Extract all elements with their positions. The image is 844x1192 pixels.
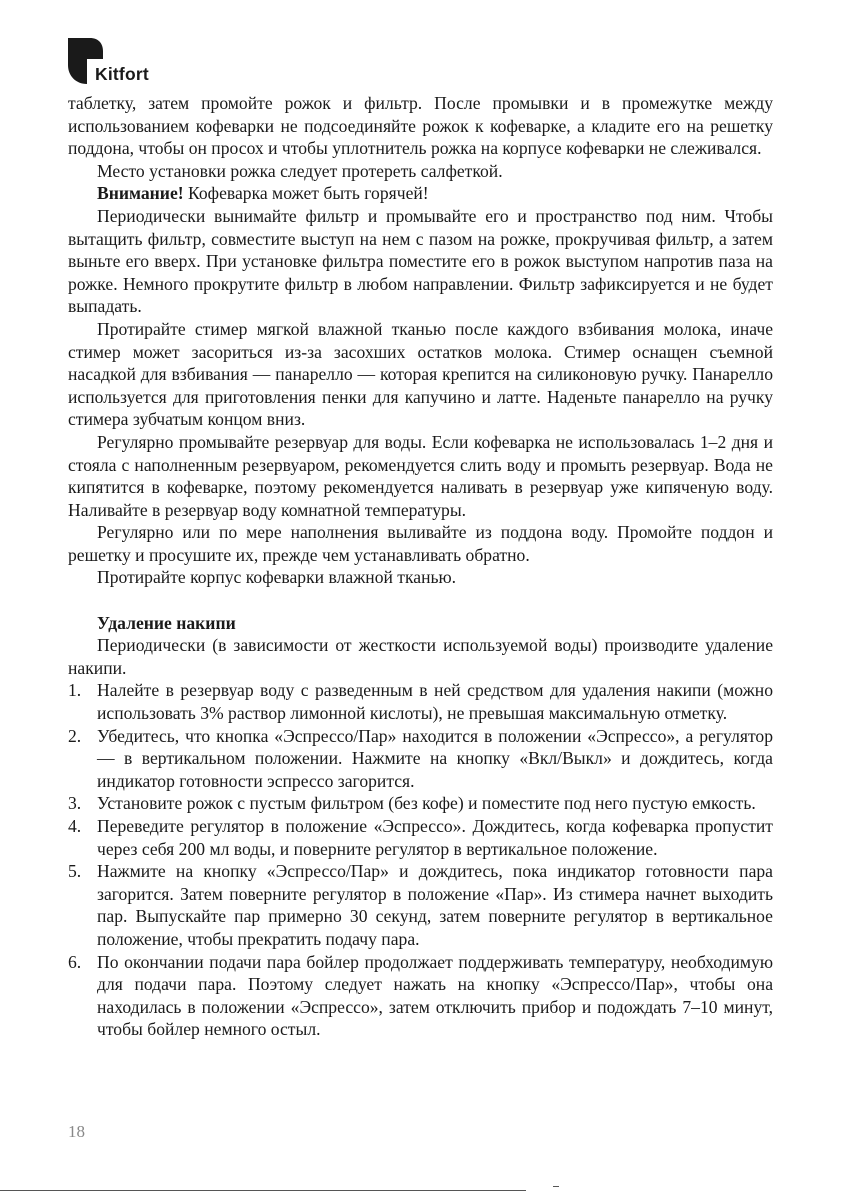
paragraph: таблетку, затем промойте рожок и фильтр. После промывки и в промежутке между использованием кофеварки не подсоединяйте рожок к кофеварке, а кладите его на решетку поддона, чтобы он просох и чтобы уплотнитель рожка на корпусе кофеварки не слеживался. [68,93,773,159]
step-number: 2. [68,725,82,746]
descaling-steps-list [68,679,773,1041]
list-item [68,815,773,860]
step-text: Налейте в резервуар воду с разведенным в ней средством для удаления накипи (можно использовать 3% раствор лимонной кислоты), не превышая максимальную отметку. [97,680,773,724]
paragraph: Периодически вынимайте фильтр и промывайте его и пространство под ним. Чтобы вытащить фильтр, совместите выступ на нем с пазом на рожке, прокручивая фильтр, а затем выньте его вверх. При установке фильтра поместите его в рожок выступом напротив паза на рожке. Немного прокрутите фильтр в любом направлении. Фильтр зафиксируется и не будет выпадать. [68,205,773,317]
crop-mark [553,1186,559,1192]
section-title: Удаление накипи [97,612,236,633]
list-item [68,792,773,815]
paragraph: Место установки рожка следует протереть салфеткой. [97,160,503,181]
list-item [68,679,773,724]
paragraph: Протирайте стимер мягкой влажной тканью после каждого взбивания молока, иначе стимер может засориться из-за засохших остатков молока. Стимер оснащен съемной насадкой для взбивания — панарелло — которая крепится на силиконовую ручку. Панарелло используется для приготовления пенки для капучино и латте. Наденьте панарелло на ручку стимера зубчатым концом вниз. [68,318,773,430]
paragraph: Регулярно или по мере наполнения выливайте из поддона воду. Промойте поддон и решетку и просушите их, прежде чем устанавливать обратно. [68,522,773,565]
kitfort-logo [68,38,178,88]
spacer [68,589,773,612]
step-number: 1. [68,680,82,701]
step-text: По окончании подачи пара бойлер продолжает поддерживать температуру, необходимую для подачи пара. Поэтому следует нажать на кнопку «Эспрессо/Пар», чтобы она находилась в положении «Эспрессо», затем отключить прибор и подождать 7–10 минут, чтобы бойлер немного остыл. [97,951,773,1040]
list-item [68,860,773,950]
paragraph: Протирайте корпус кофеварки влажной тканью. [97,567,457,588]
step-number: 6. [68,951,82,972]
section-heading [68,612,773,635]
page-content [68,92,773,1041]
step-text: Установите рожок с пустым фильтром (без кофе) и поместите под него пустую емкость. [97,793,756,814]
warning-label: Внимание! [97,183,184,204]
step-text: Нажмите на кнопку «Эспрессо/Пар» и дождитесь, пока индикатор готовности пара загорится. Затем поверните регулятор в положение «Пар». Из стимера начнет выходить пар. Выпускайте пар примерно 30 секунд, затем поверните регулятор в вертикальное положение, чтобы прекратить подачу пара. [97,861,773,949]
warning-text: Кофеварка может быть горячей! [183,183,429,204]
step-text: Переведите регулятор в положение «Эспрессо». Дождитесь, когда кофеварка пропустит через себя 200 мл воды, и поверните регулятор в вертикальное положение. [97,816,773,859]
list-item [68,951,773,1041]
brand-name: Kitfort [95,64,149,84]
step-number: 4. [68,816,82,836]
list-item [68,725,773,793]
step-number: 5. [68,861,82,882]
page-number: 18 [68,1122,85,1141]
warning-paragraph [68,182,773,205]
paragraph: Регулярно промывайте резервуар для воды. Если кофеварка не использовалась 1–2 дня и стояла с наполненным резервуаром, рекомендуется слить воду и промыть резервуар. Вода не кипятится в кофеварке, поэтому рекомендуется наливать в резервуар уже кипяченую воду. Наливайте в резервуар воду комнатной температуры. [68,431,773,520]
step-number: 3. [68,793,82,814]
section-intro: Периодически (в зависимости от жесткости используемой воды) производите удаление накипи. [68,635,773,678]
step-text: Убедитесь, что кнопка «Эспрессо/Пар» находится в положении «Эспрессо», а регулятор — в вертикальном положении. Нажмите на кнопку «Вкл/Выкл» и дождитесь, когда индикатор готовности эспрессо загорится. [97,725,773,791]
